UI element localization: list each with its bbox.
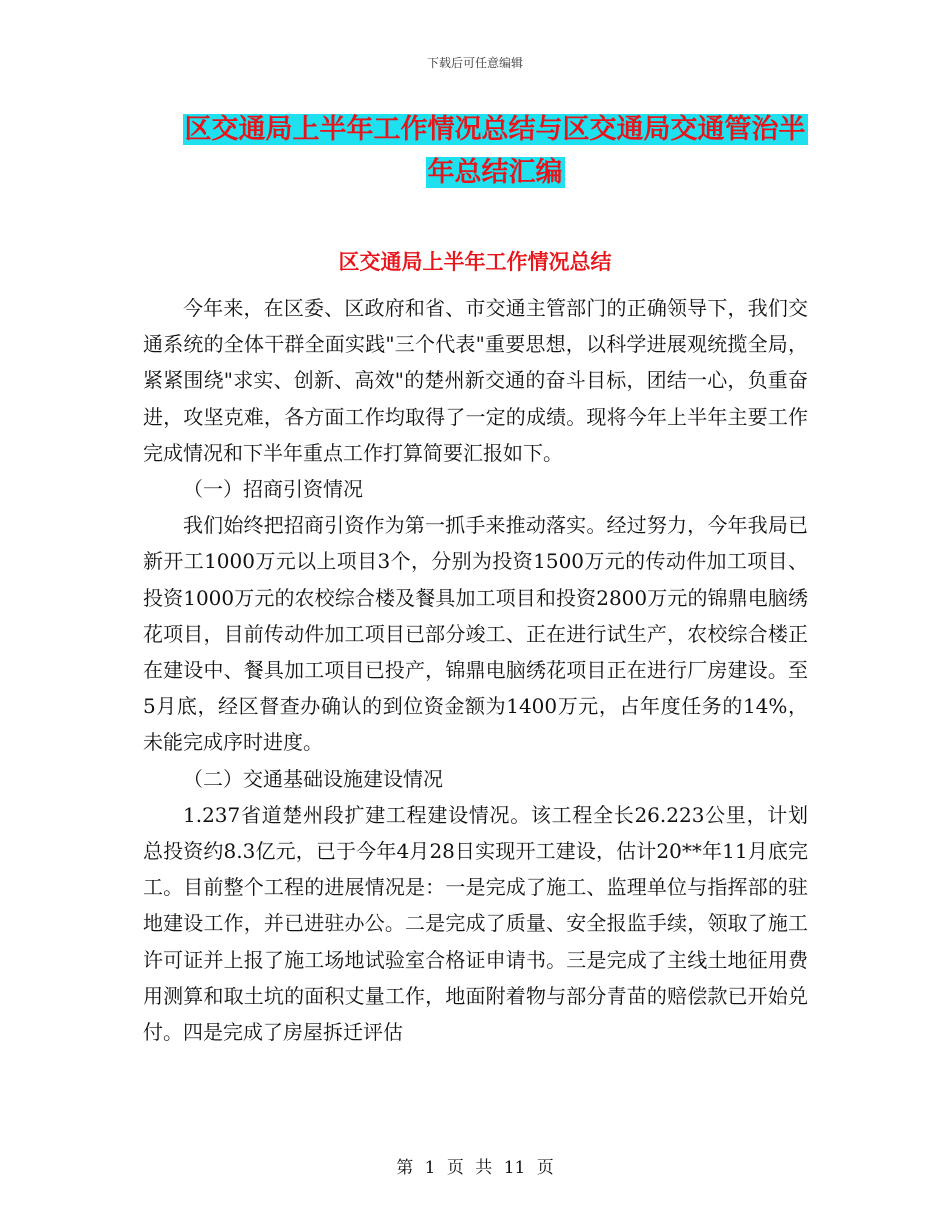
section-title: 区交通局上半年工作情况总结: [338, 250, 612, 274]
main-title-line2: 年总结汇编: [427, 157, 563, 188]
main-title-line1: 区交通局上半年工作情况总结与区交通局交通管治半: [184, 114, 806, 145]
paragraph-infrastructure: 1.237省道楚州段扩建工程建设情况。该工程全长26.223公里，计划总投资约8.3亿元，已于今年4月28日实现开工建设，估计20**年11月底完工。目前整个工程的进展情况是：一是完成了施工、监理单位与指挥部的驻地建设工作，并已进驻办公。二是完成了质量、安全报监手续，领取了施工许可证并上报了施工场地试验室合格证申请书。三是完成了主线土地征用费用测算和取土坑的面积丈量工作，地面附着物与部分青苗的赔偿款已开始兑付。四是完成了房屋拆迁评估: [143, 802, 808, 1045]
document-body: [143, 290, 808, 1050]
paragraph-investment: 我们始终把招商引资作为第一抓手来推动落实。经过努力，今年我局已新开工1000万元以上项目3个，分别为投资1500万元的传动件加工项目、投资1000万元的农校综合楼及餐具加工项目和投资2800万元的锦鼎电脑绣花项目，目前传动件加工项目已部分竣工、正在进行试生产，农校综合楼正在建设中、餐具加工项目已投产，锦鼎电脑绣花项目正在进行厂房建设。至5月底，经区督查办确认的到位资金额为1400万元，占年度任务的14%，未能完成序时进度。: [143, 513, 808, 755]
header-note: 下载后可任意编辑: [426, 56, 523, 70]
heading-infrastructure: （二）交通基础设施建设情况: [183, 766, 443, 791]
page-footer: 第 1 页 共 11 页: [396, 1158, 554, 1178]
main-title: [100, 108, 890, 194]
paragraph-intro: 今年来，在区委、区政府和省、市交通主管部门的正确领导下，我们交通系统的全体干群全面实践"三个代表"重要思想，以科学进展观统揽全局，紧紧围绕"求实、创新、高效"的楚州新交通的奋斗目标，团结一心，负重奋进，攻坚克难，各方面工作均取得了一定的成绩。现将今年上半年主要工作完成情况和下半年重点工作打算简要汇报如下。: [143, 296, 808, 465]
heading-investment: （一）招商引资情况: [183, 477, 363, 502]
